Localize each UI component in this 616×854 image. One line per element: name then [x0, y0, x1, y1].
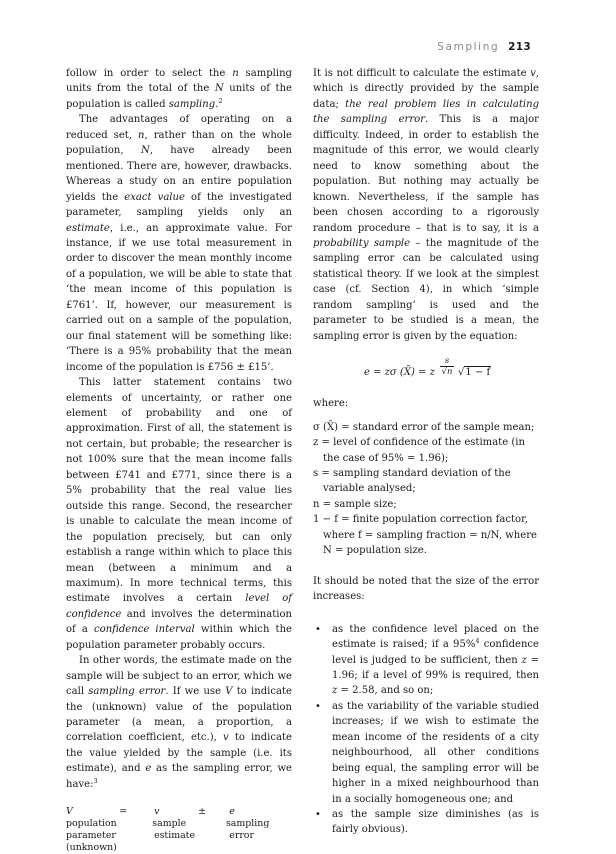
equation-label: (unknown) — [66, 842, 117, 854]
paragraph: The advantages of operating on a reduced set, n, rather than on the whole population, N, have already been mentioned. There are, however, drawbacks. Whereas a study on an entire population yields the exact value of the investigated parameter, sampling yields only an estimate, i.e., an approximate value. For instance, if we use total measurement in order to discover the mean monthly income of a population, we will be able to state that ‘the mean income of this population is £761’. If, however, our measurement is carried out on a sample of the population, our final statement will be something like: ‘There is a 95% probability that the mean income of the population is £756 ± £15’. — [66, 114, 293, 373]
formula-lhs: e = zσ (X̄) = z — [364, 367, 435, 379]
symbol-V: V — [66, 806, 73, 818]
equation-label: sample — [152, 818, 187, 830]
paragraph: It is not difficult to calculate the estimate v, which is directly provided by the sample data; the real problem lies in calculating the sampling error. This is a major difficulty. Indeed, in order to establish the magnitude of this error, we would clearly need to know something about the population. But nothing may actually be known. Nevertheless, if the sample has been chosen according to a rigorously random procedure – that is to say, it is a probability sample – the magnitude of the sampling error can be calculated using statistical theory. If we look at the simplest case (cf. Section 4), in which ‘simple random sampling’ is used and the parameter to be studied is a mean, the sampling error is given by the equation: — [313, 68, 539, 342]
list-item: • as the confidence level placed on the estimate is raised; if a 95%$^4$ confidence level is judged to be sufficient, then z = 1.96; if a level of 99% is required, then z = 2.58, and so on; — [313, 622, 539, 699]
equation-label: parameter — [66, 830, 116, 842]
equation-label: estimate — [154, 830, 195, 842]
definition-item: z = level of confidence of the estimate (in the case of 95% = 1.96); — [313, 437, 525, 464]
fraction-denominator: √n — [441, 367, 453, 378]
paragraph: follow in order to select the n sampling units from the total of the N units of the population is called sampling.$^2$ — [66, 68, 292, 110]
bullet-list — [313, 622, 539, 838]
symbol-v: v — [154, 806, 160, 818]
paragraph: This latter statement contains two elements of uncertainty, or rather one element of probability and one of approximation. First of all, the statement is not certain, but probable; the researcher is not 100% sure that the mean income falls between £741 and £771, since there is a 5% probability that the real value lies outside this range. Second, the researcher is unable to calculate the mean income of the population precisely, but can only establish a range within which to place this mean (between a minimum and a maximum). In more technical terms, this estimate involves a certain level of confidence and involves the determination of a confidence interval within which the population parameter probably occurs. — [66, 377, 292, 651]
definition-item: s = sampling standard deviation of the variable analysed; — [313, 467, 511, 495]
error-equation — [66, 806, 270, 854]
symbol-equals: = — [119, 806, 128, 818]
list-item: • as the variability of the variable studied increases; if we wish to estimate the mean income of the residents of a city neighbourhood, all other conditions being equal, the sampling error will be higher in a mixed neighbourhood than in a socially homogeneous one; and — [313, 699, 539, 807]
equation-label: population — [66, 818, 117, 830]
fraction-numerator: s — [440, 356, 454, 367]
running-head — [437, 41, 531, 53]
paragraph: In other words, the estimate made on the sample will be subject to an error, which we call sampling error. If we use V to indicate the (unknown) value of the population parameter (a mean, a proportion, a correlation coefficient, etc.), v to indicate the value yielded by the sample (i.e. its estimate), and e as the sampling error, we have:$^3$ — [66, 655, 292, 790]
paragraph: It should be noted that the size of the error increases: — [313, 575, 539, 603]
definition-item: n = sample size; — [313, 498, 397, 510]
symbol-e: e — [229, 806, 235, 818]
definition-item: σ (X̄) = standard error of the sample mean; — [313, 421, 535, 433]
right-column — [313, 66, 539, 838]
definition-item: 1 − f = finite population correction factor, where f = sampling fraction = n/N, where N = population size. — [313, 514, 537, 557]
formula-fraction — [440, 356, 454, 377]
equation-labels-row — [66, 830, 266, 842]
definition-list — [313, 420, 539, 559]
equation-symbols — [66, 806, 266, 818]
symbol-plusminus: ± — [198, 806, 206, 818]
left-column — [66, 66, 292, 854]
sampling-error-formula — [313, 356, 539, 386]
list-item: • as the sample size diminishes (as is fairly obvious). — [313, 807, 539, 838]
section-title: Sampling — [437, 41, 500, 53]
equation-label: sampling — [226, 818, 270, 830]
where-label: where: — [313, 398, 349, 410]
equation-labels-row — [66, 818, 270, 830]
equation-labels-row — [66, 842, 266, 854]
equation-label: error — [229, 830, 254, 842]
formula-radical — [458, 365, 491, 380]
radical-sign: √ — [458, 367, 465, 379]
radicand: 1 − f — [465, 367, 491, 379]
page-number: 213 — [508, 41, 531, 53]
